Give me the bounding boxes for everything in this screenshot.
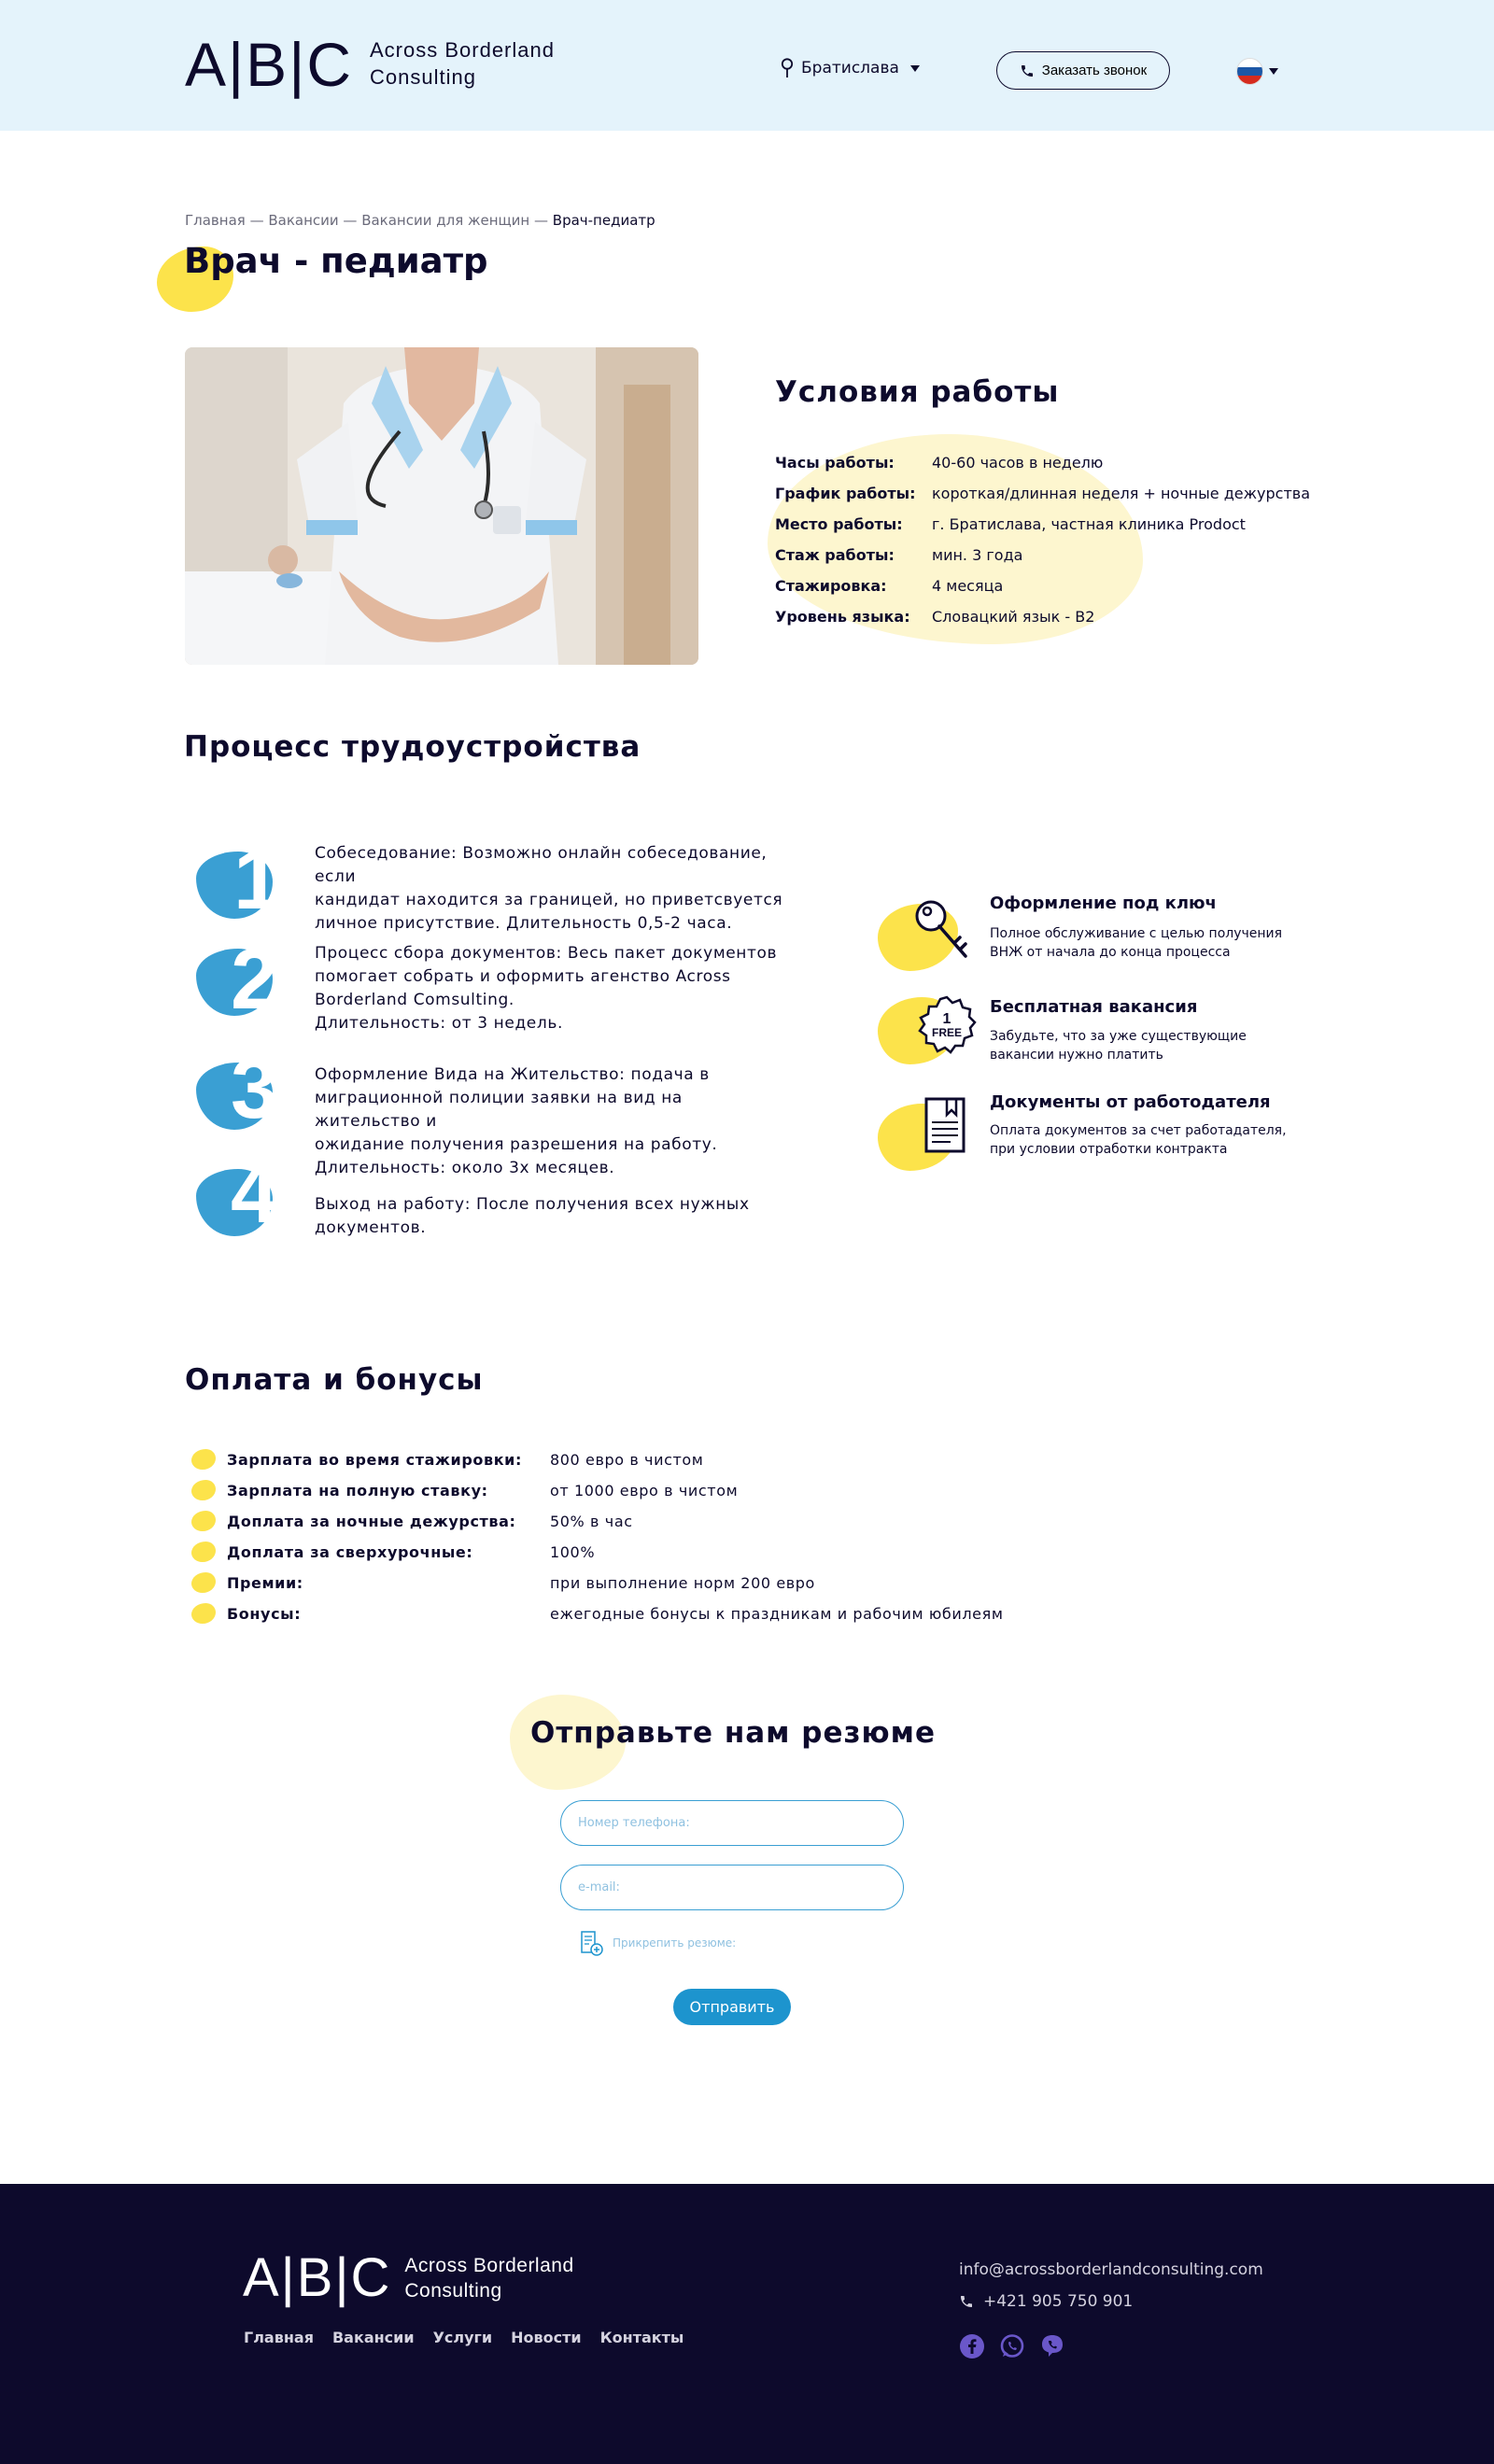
footer-nav-vacancies[interactable]: Вакансии bbox=[331, 2329, 415, 2346]
page-title: Врач - педиатр bbox=[184, 241, 488, 281]
key-icon bbox=[913, 898, 971, 964]
whatsapp-icon[interactable] bbox=[999, 2333, 1025, 2359]
condition-row bbox=[775, 454, 1103, 472]
footer-nav-home[interactable]: Главная bbox=[244, 2329, 314, 2346]
bullet-blob bbox=[191, 1603, 216, 1624]
footer-logo[interactable] bbox=[243, 2247, 574, 2308]
logo-line-1: Across Borderland bbox=[404, 2254, 574, 2276]
phone-input[interactable] bbox=[560, 1800, 904, 1846]
step-text: Выход на работу: После получения всех нужных документов. bbox=[315, 1195, 750, 1237]
submit-button[interactable]: Отправить bbox=[673, 1989, 791, 2025]
payment-value: 100% bbox=[550, 1542, 596, 1561]
condition-value: 40-60 часов в неделю bbox=[932, 454, 1104, 472]
document-icon bbox=[923, 1096, 967, 1156]
condition-value: мин. 3 года bbox=[932, 546, 1023, 564]
condition-value: короткая/длинная неделя + ночные дежурства bbox=[932, 485, 1310, 502]
payment-key: Доплата за сверхурочные: bbox=[227, 1542, 473, 1561]
breadcrumb: Главная — Вакансии — Вакансии для женщин — Врач-педиатр bbox=[185, 212, 655, 229]
phone-icon bbox=[1020, 63, 1035, 78]
step-number: 2 bbox=[231, 932, 279, 1027]
payment-row bbox=[191, 1603, 1004, 1624]
chevron-down-icon bbox=[910, 65, 920, 72]
process-title: Процесс трудоустройства bbox=[184, 730, 641, 764]
feature-title: Документы от работодателя bbox=[990, 1092, 1271, 1112]
footer-nav-news[interactable]: Новости bbox=[511, 2329, 582, 2346]
condition-row bbox=[775, 608, 1094, 626]
facebook-icon[interactable] bbox=[959, 2333, 985, 2359]
phone-icon bbox=[959, 2294, 974, 2309]
condition-row bbox=[775, 577, 1003, 595]
condition-value: г. Братислава, частная клиника Prodoct bbox=[932, 515, 1246, 533]
step-number: 3 bbox=[231, 1041, 279, 1136]
footer-nav bbox=[244, 2329, 684, 2346]
feature-desc: Оплата документов за счет работадателя, при условии отработки контракта bbox=[990, 1123, 1287, 1157]
condition-key: График работы: bbox=[775, 485, 916, 502]
condition-key: Место работы: bbox=[775, 515, 903, 533]
condition-key: Часы работы: bbox=[775, 454, 895, 472]
payment-key: Премии: bbox=[227, 1573, 303, 1592]
chevron-down-icon bbox=[1269, 68, 1278, 75]
bullet-blob bbox=[191, 1572, 216, 1593]
attach-resume-label: Прикрепить резюме: bbox=[613, 1936, 737, 1950]
step-number: 1 bbox=[233, 832, 282, 927]
breadcrumb-item[interactable]: Вакансии bbox=[268, 212, 339, 229]
condition-key: Уровень языка: bbox=[775, 608, 910, 626]
step-text: Собеседование: Возможно онлайн собеседование, если кандидат находится за границей, но приветсвуется личное присутствие. Длительность 0,5-2 часа. bbox=[315, 844, 783, 933]
attach-resume-button[interactable] bbox=[577, 1929, 736, 1957]
condition-row bbox=[775, 485, 1310, 502]
city-label: Братислава bbox=[801, 59, 899, 77]
payment-row bbox=[191, 1511, 633, 1531]
attach-file-icon bbox=[577, 1929, 605, 1957]
site-footer bbox=[0, 2184, 1494, 2464]
breadcrumb-current: Врач-педиатр bbox=[552, 212, 655, 229]
bullet-blob bbox=[191, 1542, 216, 1562]
payment-value: при выполнение норм 200 евро bbox=[550, 1573, 815, 1592]
feature-title: Оформление под ключ bbox=[990, 894, 1217, 913]
viber-icon[interactable] bbox=[1039, 2333, 1065, 2359]
callback-button[interactable] bbox=[996, 51, 1170, 90]
svg-text:FREE: FREE bbox=[931, 1026, 963, 1039]
site-header bbox=[0, 0, 1494, 131]
feature-desc: Забудьте, что за уже существующие вакансии нужно платить bbox=[990, 1029, 1247, 1063]
condition-key: Стаж работы: bbox=[775, 546, 895, 564]
feature-desc: Полное обслуживание с целью получения ВНЖ от начала до конца процесса bbox=[990, 926, 1283, 960]
logo-line-2: Consulting bbox=[370, 65, 476, 89]
payment-key: Доплата за ночные дежурства: bbox=[227, 1512, 516, 1530]
footer-nav-services[interactable]: Услуги bbox=[432, 2329, 493, 2346]
payment-row bbox=[191, 1572, 815, 1593]
footer-email[interactable]: info@acrossborderlandconsulting.com bbox=[959, 2260, 1263, 2279]
email-input[interactable] bbox=[560, 1865, 904, 1910]
condition-row bbox=[775, 515, 1246, 533]
payment-row bbox=[191, 1542, 595, 1562]
logo-mark: A|B|C bbox=[185, 30, 353, 99]
header-logo[interactable] bbox=[185, 30, 555, 99]
payment-key: Зарплата во время стажировки: bbox=[227, 1450, 522, 1469]
svg-text:1: 1 bbox=[942, 1011, 951, 1027]
payment-title: Оплата и бонусы bbox=[185, 1363, 484, 1397]
footer-nav-contacts[interactable]: Контакты bbox=[599, 2329, 684, 2346]
logo-text bbox=[404, 2253, 573, 2304]
logo-line-2: Consulting bbox=[404, 2280, 502, 2302]
form-title: Отправьте нам резюме bbox=[529, 1716, 937, 1750]
language-selector[interactable] bbox=[1236, 58, 1278, 85]
condition-value: 4 месяца bbox=[932, 577, 1004, 595]
conditions-title: Условия работы bbox=[775, 375, 1060, 409]
payment-value: от 1000 евро в чистом bbox=[550, 1481, 739, 1500]
condition-value: Словацкий язык - B2 bbox=[932, 608, 1095, 626]
payment-row bbox=[191, 1480, 738, 1500]
logo-line-1: Across Borderland bbox=[370, 38, 555, 63]
doctor-illustration bbox=[185, 347, 698, 665]
payment-value: ежегодные бонусы к праздникам и рабочим юбилеям bbox=[550, 1604, 1004, 1623]
logo-text bbox=[370, 37, 555, 91]
breadcrumb-item[interactable]: Вакансии для женщин bbox=[361, 212, 530, 229]
step-text: Оформление Вида на Жительство: подача в миграционной полиции заявки на вид на жительство и ожидание получения разрешения на работу. Длительность: около 3х месяцев. bbox=[315, 1065, 718, 1177]
bullet-blob bbox=[191, 1511, 216, 1531]
city-selector[interactable] bbox=[781, 58, 920, 78]
bullet-blob bbox=[191, 1449, 216, 1470]
logo-mark: A|B|C bbox=[243, 2247, 392, 2308]
payment-value: 50% в час bbox=[550, 1512, 633, 1530]
doctor-photo bbox=[185, 347, 698, 665]
russia-flag-icon bbox=[1236, 58, 1263, 85]
condition-row bbox=[775, 546, 1022, 564]
step-number: 4 bbox=[231, 1146, 279, 1241]
payment-row bbox=[191, 1449, 703, 1470]
payment-key: Зарплата на полную ставку: bbox=[227, 1481, 488, 1500]
callback-button-label: Заказать звонок bbox=[1041, 63, 1148, 78]
payment-value: 800 евро в чистом bbox=[550, 1450, 704, 1469]
footer-phone-label: +421 905 750 901 bbox=[983, 2292, 1134, 2311]
feature-title: Бесплатная вакансия bbox=[990, 997, 1198, 1017]
location-pin-icon bbox=[781, 58, 794, 78]
footer-phone[interactable] bbox=[959, 2292, 1133, 2311]
breadcrumb-item[interactable]: Главная bbox=[185, 212, 246, 229]
payment-key: Бонусы: bbox=[227, 1604, 302, 1623]
condition-key: Стажировка: bbox=[775, 577, 887, 595]
free-badge-icon bbox=[917, 995, 977, 1055]
bullet-blob bbox=[191, 1480, 216, 1500]
step-text: Процесс сбора документов: Весь пакет документов помогает собрать и оформить агенство Across Borderland Comsulting. Длительность: от 3 недель. bbox=[315, 944, 778, 1033]
